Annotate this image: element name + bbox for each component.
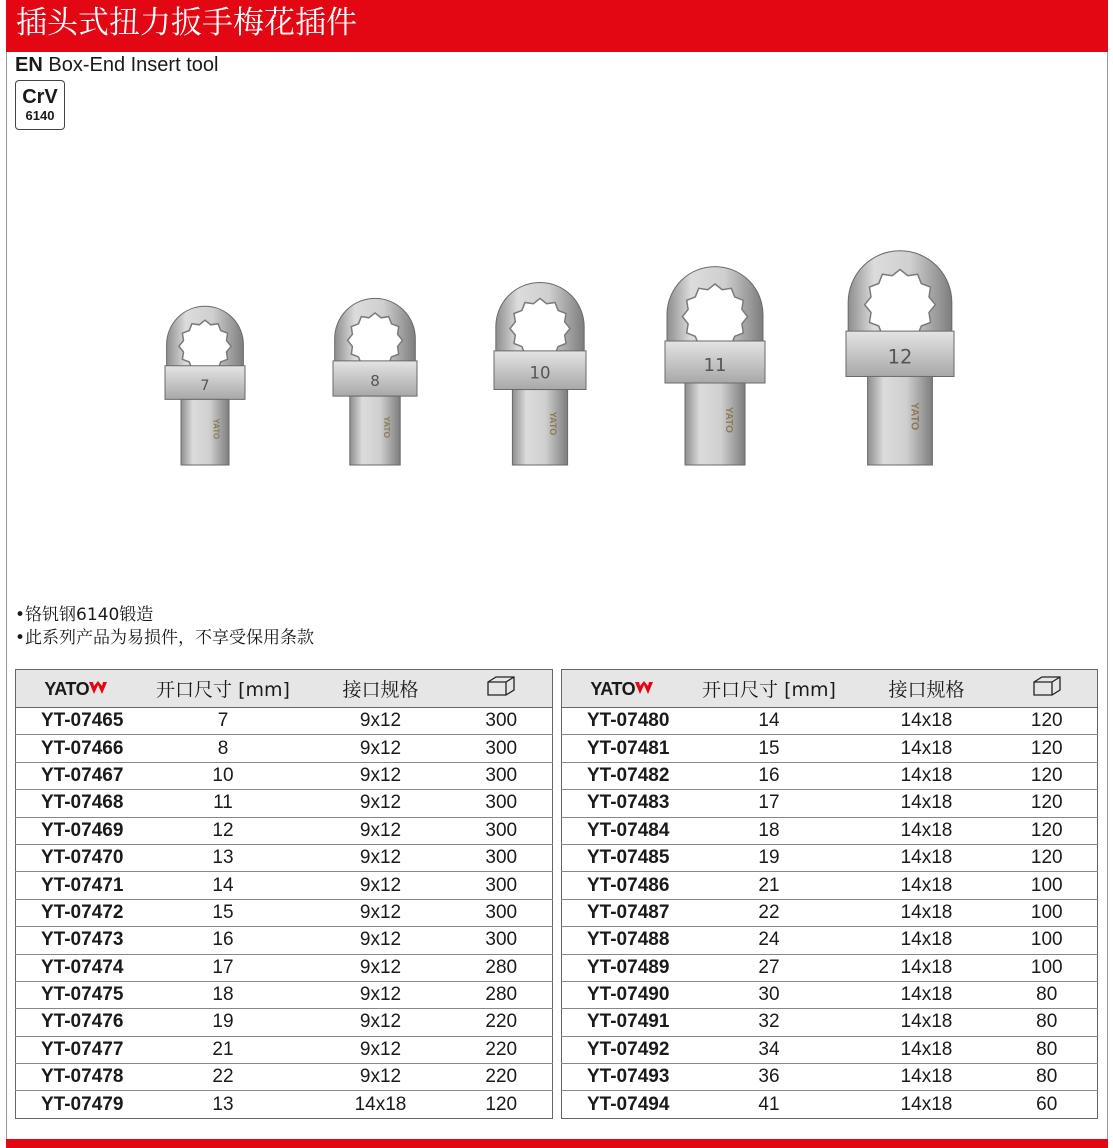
wrench-insert	[333, 298, 417, 465]
package-qty: 100	[997, 927, 1098, 954]
package-qty: 80	[997, 1036, 1098, 1063]
package-qty: 220	[451, 1009, 553, 1036]
package-qty: 300	[451, 708, 553, 735]
item-code: YT-07472	[16, 899, 136, 926]
table-row	[562, 817, 1098, 844]
interface-spec: 14x18	[857, 954, 997, 981]
package-qty: 280	[451, 981, 553, 1008]
subtitle-lang: EN	[15, 54, 43, 76]
item-code: YT-07480	[562, 708, 682, 735]
table-row	[16, 844, 553, 871]
opening-size: 24	[682, 927, 857, 954]
opening-size: 15	[682, 735, 857, 762]
size-header: 开口尺寸 [mm]	[136, 670, 311, 708]
package-qty: 220	[451, 1036, 553, 1063]
interface-spec: 14x18	[857, 927, 997, 954]
package-qty: 120	[997, 844, 1098, 871]
insert-size-label: 7	[200, 377, 210, 394]
interface-spec: 14x18	[857, 872, 997, 899]
interface-spec: 14x18	[857, 899, 997, 926]
table-row	[16, 872, 553, 899]
feature-item: •铬钒钢6140锻造	[15, 605, 154, 625]
item-code: YT-07476	[16, 1009, 136, 1036]
size-header: 开口尺寸 [mm]	[682, 670, 857, 708]
package-qty: 120	[997, 735, 1098, 762]
item-code: YT-07473	[16, 927, 136, 954]
interface-spec: 14x18	[857, 762, 997, 789]
package-qty: 300	[451, 844, 553, 871]
item-code: YT-07482	[562, 762, 682, 789]
package-qty: 80	[997, 981, 1098, 1008]
yato-logo-icon	[635, 681, 653, 695]
opening-size: 8	[136, 735, 311, 762]
opening-size: 10	[136, 762, 311, 789]
package-header	[997, 670, 1098, 708]
table-row	[562, 1036, 1098, 1063]
table-row	[16, 1064, 553, 1091]
opening-size: 34	[682, 1036, 857, 1063]
interface-header: 接口规格	[857, 670, 997, 708]
opening-size: 19	[682, 844, 857, 871]
interface-spec: 9x12	[311, 708, 451, 735]
brand-logo: YATO	[590, 678, 636, 699]
insert-brand-mark: YATO	[547, 411, 558, 436]
material-badge-line1: CrV	[22, 86, 58, 108]
page-title	[6, 0, 1108, 52]
interface-spec: 14x18	[857, 981, 997, 1008]
subtitle-text: Box-End Insert tool	[48, 54, 219, 76]
opening-size: 17	[136, 954, 311, 981]
table-row	[562, 844, 1098, 871]
interface-spec: 9x12	[311, 872, 451, 899]
spec-table-left	[15, 669, 553, 1119]
opening-size: 21	[136, 1036, 311, 1063]
item-code: YT-07491	[562, 1009, 682, 1036]
package-qty: 80	[997, 1064, 1098, 1091]
table-row	[562, 981, 1098, 1008]
opening-size: 30	[682, 981, 857, 1008]
wrench-insert	[165, 306, 245, 465]
opening-size: 22	[136, 1064, 311, 1091]
package-qty: 120	[997, 708, 1098, 735]
table-row	[562, 735, 1098, 762]
package-qty: 100	[997, 899, 1098, 926]
item-code: YT-07486	[562, 872, 682, 899]
item-code: YT-07466	[16, 735, 136, 762]
package-qty: 280	[451, 954, 553, 981]
subtitle	[15, 53, 218, 77]
interface-spec: 14x18	[857, 708, 997, 735]
opening-size: 17	[682, 790, 857, 817]
table-row	[16, 817, 553, 844]
opening-size: 14	[682, 708, 857, 735]
interface-spec: 14x18	[857, 1036, 997, 1063]
opening-size: 21	[682, 872, 857, 899]
opening-size: 11	[136, 790, 311, 817]
item-code: YT-07469	[16, 817, 136, 844]
brand-logo: YATO	[44, 678, 90, 699]
insert-size-label: 8	[370, 372, 380, 391]
item-code: YT-07474	[16, 954, 136, 981]
item-code: YT-07483	[562, 790, 682, 817]
item-code: YT-07489	[562, 954, 682, 981]
opening-size: 14	[136, 872, 311, 899]
package-qty: 120	[997, 762, 1098, 789]
item-code: YT-07487	[562, 899, 682, 926]
item-code: YT-07481	[562, 735, 682, 762]
wrench-insert	[846, 251, 954, 465]
package-qty: 300	[451, 899, 553, 926]
opening-size: 27	[682, 954, 857, 981]
table-row	[562, 927, 1098, 954]
insert-size-label: 12	[887, 345, 913, 369]
table-header-row	[562, 670, 1098, 708]
table-row	[562, 954, 1098, 981]
opening-size: 36	[682, 1064, 857, 1091]
feature-item: •此系列产品为易损件，不享受保用条款	[15, 628, 315, 648]
item-code: YT-07477	[16, 1036, 136, 1063]
interface-spec: 9x12	[311, 1064, 451, 1091]
interface-spec: 9x12	[311, 790, 451, 817]
table-row	[562, 872, 1098, 899]
table-row	[562, 708, 1098, 735]
package-header	[451, 670, 553, 708]
table-row	[16, 762, 553, 789]
table-row	[16, 981, 553, 1008]
package-qty: 300	[451, 927, 553, 954]
package-qty: 300	[451, 790, 553, 817]
interface-spec: 9x12	[311, 1009, 451, 1036]
opening-size: 41	[758, 1093, 780, 1115]
material-badge	[15, 80, 65, 130]
item-code: YT-07471	[16, 872, 136, 899]
package-qty: 300	[451, 872, 553, 899]
insert-size-label: 10	[529, 363, 551, 383]
item-code: YT-07475	[16, 981, 136, 1008]
insert-brand-mark: YATO	[908, 402, 921, 431]
item-code: YT-07465	[16, 708, 136, 735]
yato-logo-icon	[89, 681, 107, 695]
item-code: YT-07485	[562, 844, 682, 871]
opening-size: 18	[682, 817, 857, 844]
interface-spec: 9x12	[311, 762, 451, 789]
opening-size: 19	[136, 1009, 311, 1036]
box-icon	[1032, 675, 1062, 697]
spec-table-right	[561, 669, 1098, 1119]
table-row	[16, 790, 553, 817]
page-title-text: 插头式扭力扳手梅花插件	[16, 5, 357, 41]
opening-size: 16	[682, 762, 857, 789]
table-row	[562, 762, 1098, 789]
opening-size: 12	[136, 817, 311, 844]
interface-spec: 14x18	[900, 1093, 953, 1115]
table-row	[16, 899, 553, 926]
footer-bar	[6, 1139, 1108, 1148]
table-row	[16, 708, 553, 735]
interface-spec: 9x12	[311, 817, 451, 844]
item-code: YT-07467	[16, 762, 136, 789]
feature-list	[15, 604, 314, 650]
interface-spec: 14x18	[857, 735, 997, 762]
table-row	[16, 1091, 553, 1118]
interface-spec: 9x12	[311, 1036, 451, 1063]
package-qty: 120	[997, 817, 1098, 844]
interface-spec: 9x12	[311, 954, 451, 981]
package-qty: 300	[451, 817, 553, 844]
wrench-insert	[494, 282, 586, 465]
wrench-insert	[665, 267, 765, 465]
insert-brand-mark: YATO	[382, 416, 393, 438]
item-code: YT-07478	[16, 1064, 136, 1091]
interface-spec: 9x12	[311, 844, 451, 871]
item-code: YT-07468	[16, 790, 136, 817]
package-qty: 100	[997, 872, 1098, 899]
interface-spec: 14x18	[857, 1009, 997, 1036]
insert-brand-mark: YATO	[211, 418, 221, 440]
opening-size: 13	[212, 1093, 234, 1115]
package-qty: 120	[997, 790, 1098, 817]
interface-spec: 14x18	[857, 817, 997, 844]
item-code: YT-07470	[16, 844, 136, 871]
item-code: YT-07488	[562, 927, 682, 954]
interface-spec: 14x18	[354, 1093, 407, 1115]
table-row	[16, 735, 553, 762]
brand-header	[16, 670, 136, 708]
table-row	[562, 1009, 1098, 1036]
opening-size: 22	[682, 899, 857, 926]
interface-spec: 9x12	[311, 735, 451, 762]
item-code: YT-07479	[41, 1093, 124, 1115]
opening-size: 32	[682, 1009, 857, 1036]
item-code: YT-07493	[562, 1064, 682, 1091]
package-qty: 120	[485, 1093, 518, 1115]
interface-header: 接口规格	[311, 670, 451, 708]
opening-size: 13	[136, 844, 311, 871]
table-row	[562, 790, 1098, 817]
material-badge-line2: 6140	[25, 108, 55, 123]
item-code: YT-07484	[562, 817, 682, 844]
interface-spec: 9x12	[311, 927, 451, 954]
item-code: YT-07492	[562, 1036, 682, 1063]
insert-brand-mark: YATO	[722, 406, 734, 433]
table-row	[16, 1009, 553, 1036]
box-icon	[486, 675, 516, 697]
interface-spec: 9x12	[311, 981, 451, 1008]
interface-spec: 9x12	[311, 899, 451, 926]
package-qty: 100	[997, 954, 1098, 981]
item-code: YT-07490	[562, 981, 682, 1008]
interface-spec: 14x18	[857, 844, 997, 871]
interface-spec: 14x18	[857, 1064, 997, 1091]
opening-size: 18	[136, 981, 311, 1008]
table-row	[562, 899, 1098, 926]
opening-size: 15	[136, 899, 311, 926]
package-qty: 220	[451, 1064, 553, 1091]
package-qty: 300	[451, 735, 553, 762]
table-row	[562, 1064, 1098, 1091]
package-qty: 300	[451, 762, 553, 789]
item-code: YT-07494	[587, 1093, 670, 1115]
brand-header	[562, 670, 682, 708]
table-row	[16, 954, 553, 981]
opening-size: 16	[136, 927, 311, 954]
interface-spec: 14x18	[857, 790, 997, 817]
table-row	[562, 1091, 1098, 1118]
package-qty: 80	[997, 1009, 1098, 1036]
insert-size-label: 11	[703, 355, 727, 377]
package-qty: 60	[1036, 1093, 1058, 1115]
table-row	[16, 1036, 553, 1063]
product-image	[150, 225, 980, 470]
table-header-row	[16, 670, 553, 708]
table-row	[16, 927, 553, 954]
opening-size: 7	[136, 708, 311, 735]
